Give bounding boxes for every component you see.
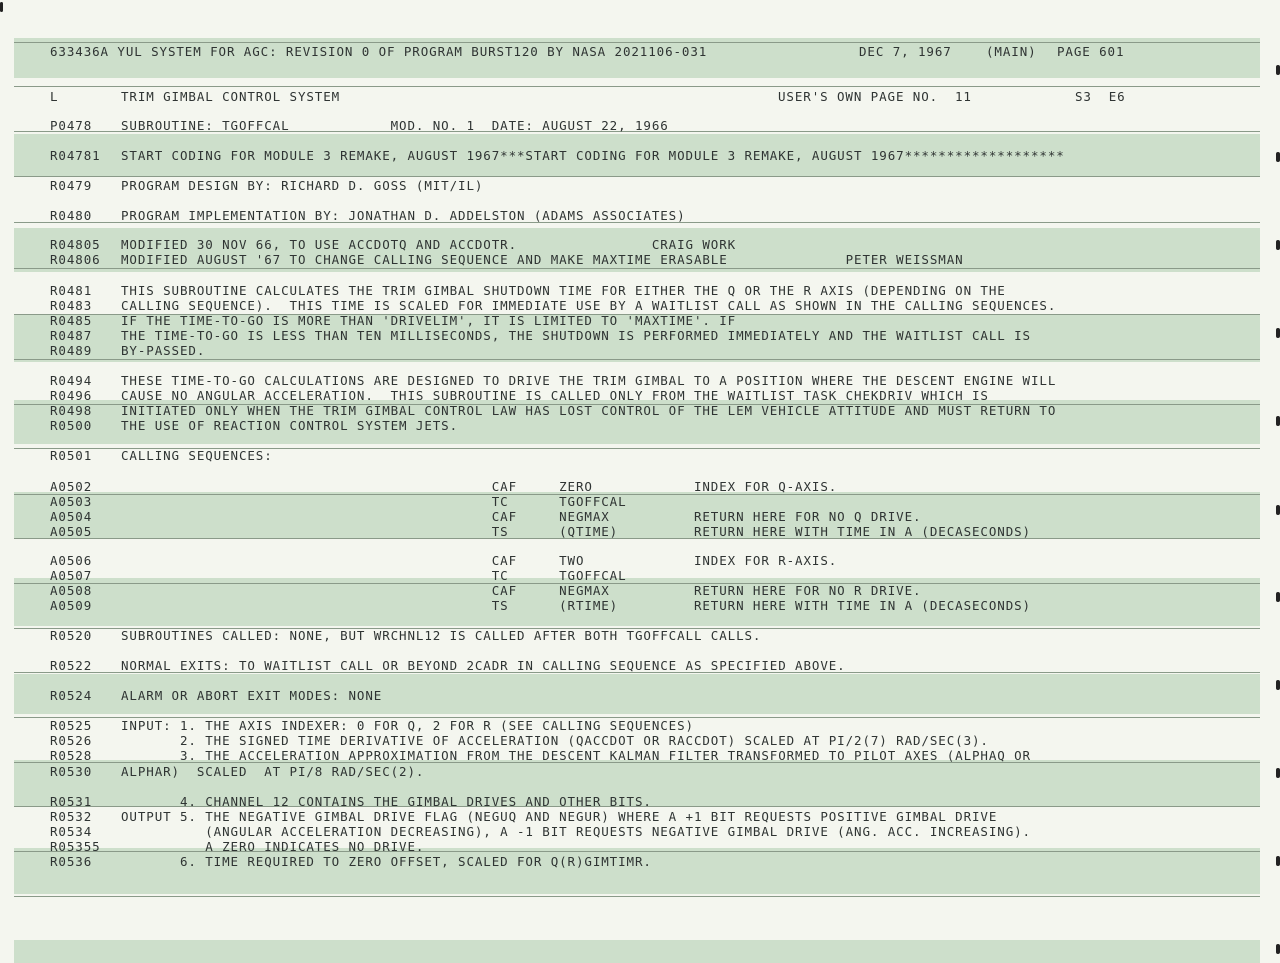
line-text: TC TGOFFCAL [121,494,627,509]
line-text: THE USE OF REACTION CONTROL SYSTEM JETS. [121,418,459,433]
line-id: R0528 [50,748,93,763]
line-id: R0494 [50,373,93,388]
line-text: MODIFIED 30 NOV 66, TO USE ACCDOTQ AND ACCDOTR. CRAIG WORK [121,237,737,252]
header-page: PAGE 601 [1057,44,1125,59]
line-id: R04806 [50,252,101,267]
line-id: R0487 [50,328,93,343]
punch-hole [1276,768,1280,778]
line-text: CAF ZERO INDEX FOR Q-AXIS. [121,479,838,494]
section-title: TRIM GIMBAL CONTROL SYSTEM [121,89,341,104]
line-text: TC TGOFFCAL [121,568,627,583]
punch-hole [1276,152,1280,162]
line-id: A0502 [50,479,93,494]
line-text: INITIATED ONLY WHEN THE TRIM GIMBAL CONTROL LAW HAS LOST CONTROL OF THE LEM VEHICLE ATTITUDE AND MUST RETURN TO [121,403,1057,418]
line-id: R0531 [50,794,93,809]
line-id: A0503 [50,494,93,509]
line-text: CALLING SEQUENCE). THIS TIME IS SCALED FOR IMMEDIATE USE BY A WAITLIST CALL AS SHOWN IN THE CALLING SEQUENCES. [121,298,1057,313]
punch-hole [1276,240,1280,250]
line-id: R0526 [50,733,93,748]
line-id: R04781 [50,148,101,163]
punch-hole [1276,592,1280,602]
punch-hole [0,2,3,12]
line-text: TS (QTIME) RETURN HERE WITH TIME IN A (DECASECONDS) [121,524,1031,539]
line-text: OUTPUT 5. THE NEGATIVE GIMBAL DRIVE FLAG (NEGUQ AND NEGUR) WHERE A +1 BIT REQUESTS POSITIVE GIMBAL DRIVE [121,809,998,824]
line-id: R0498 [50,403,93,418]
line-text: CAF NEGMAX RETURN HERE FOR NO Q DRIVE. [121,509,922,524]
punch-hole [1276,65,1280,75]
line-id: R0501 [50,448,93,463]
line-text: CAF NEGMAX RETURN HERE FOR NO R DRIVE. [121,583,922,598]
line-text: THE TIME-TO-GO IS LESS THAN TEN MILLISECONDS, THE SHUTDOWN IS PERFORMED IMMEDIATELY AND THE WAITLIST CALL IS [121,328,1031,343]
line-id: A0508 [50,583,93,598]
punch-hole [1276,944,1280,954]
line-id: R0520 [50,628,93,643]
line-text: (ANGULAR ACCELERATION DECREASING), A -1 BIT REQUESTS NEGATIVE GIMBAL DRIVE (ANG. ACC. INCREASING). [121,824,1031,839]
line-text: A ZERO INDICATES NO DRIVE. [121,839,425,854]
rule-line [14,896,1260,897]
section-marks: S3 E6 [1075,89,1126,104]
line-text: BY-PASSED. [121,343,206,358]
punch-hole [1276,416,1280,426]
line-id: R0480 [50,208,93,223]
line-id: R0479 [50,178,93,193]
line-text: THIS SUBROUTINE CALCULATES THE TRIM GIMBAL SHUTDOWN TIME FOR EITHER THE Q OR THE R AXIS (DEPENDING ON THE [121,283,1006,298]
line-id: A0509 [50,598,93,613]
line-id: A0505 [50,524,93,539]
line-text: 3. THE ACCELERATION APPROXIMATION FROM THE DESCENT KALMAN FILTER TRANSFORMED TO PILOT AXES (ALPHAQ OR [121,748,1031,763]
line-text: INPUT: 1. THE AXIS INDEXER: 0 FOR Q, 2 FOR R (SEE CALLING SEQUENCES) [121,718,694,733]
line-text: CALLING SEQUENCES: [121,448,273,463]
line-id: R0500 [50,418,93,433]
line-id: R0530 [50,764,93,779]
line-id: A0506 [50,553,93,568]
line-text: CAF TWO INDEX FOR R-AXIS. [121,553,838,568]
line-id: R0525 [50,718,93,733]
line-id: R0485 [50,313,93,328]
line-text: 2. THE SIGNED TIME DERIVATIVE OF ACCELERATION (QACCDOT OR RACCDOT) SCALED AT PI/2(7) RAD/SEC(3). [121,733,989,748]
line-id: R0536 [50,854,93,869]
line-text: TS (RTIME) RETURN HERE WITH TIME IN A (DECASECONDS) [121,598,1031,613]
line-id: R0522 [50,658,93,673]
line-text: SUBROUTINES CALLED: NONE, BUT WRCHNL12 IS CALLED AFTER BOTH TGOFFCALL CALLS. [121,628,762,643]
line-text: ALPHAR) SCALED AT PI/8 RAD/SEC(2). [121,764,425,779]
section-code: L [50,89,59,104]
line-id: A0504 [50,509,93,524]
line-id: P0478 [50,118,93,133]
line-text: ALARM OR ABORT EXIT MODES: NONE [121,688,383,703]
line-text: THESE TIME-TO-GO CALCULATIONS ARE DESIGNED TO DRIVE THE TRIM GIMBAL TO A POSITION WHERE THE DESCENT ENGINE WILL [121,373,1057,388]
line-id: R0483 [50,298,93,313]
line-text: PROGRAM IMPLEMENTATION BY: JONATHAN D. ADDELSTON (ADAMS ASSOCIATES) [121,208,686,223]
line-id: R0524 [50,688,93,703]
line-id: R0532 [50,809,93,824]
line-text: MODIFIED AUGUST '67 TO CHANGE CALLING SEQUENCE AND MAKE MAXTIME ERASABLE PETER WEISSMAN [121,252,964,267]
line-text: SUBROUTINE: TGOFFCAL MOD. NO. 1 DATE: AUGUST 22, 1966 [121,118,669,133]
line-id: R0534 [50,824,93,839]
line-text: START CODING FOR MODULE 3 REMAKE, AUGUST 1967***START CODING FOR MODULE 3 REMAKE, AUGUST 1967******************* [121,148,1065,163]
punch-hole [1276,856,1280,866]
header-main: (MAIN) [986,44,1037,59]
line-id: R0489 [50,343,93,358]
punch-hole [1276,328,1280,338]
punch-hole [1276,680,1280,690]
line-id: R0481 [50,283,93,298]
rule-line [14,268,1260,269]
line-id: R04805 [50,237,101,252]
line-text: NORMAL EXITS: TO WAITLIST CALL OR BEYOND 2CADR IN CALLING SEQUENCE AS SPECIFIED ABOVE. [121,658,846,673]
rule-line [14,176,1260,177]
rule-line [14,359,1260,360]
line-text: 4. CHANNEL 12 CONTAINS THE GIMBAL DRIVES AND OTHER BITS. [121,794,652,809]
header-date: DEC 7, 1967 [859,44,952,59]
line-text: IF THE TIME-TO-GO IS MORE THAN 'DRIVELIM', IT IS LIMITED TO 'MAXTIME'. IF [121,313,737,328]
rule-line [14,42,1260,43]
header-title: 633436A YUL SYSTEM FOR AGC: REVISION 0 OF PROGRAM BURST120 BY NASA 2021106-031 [50,44,708,59]
punch-hole [1276,505,1280,515]
line-text: 6. TIME REQUIRED TO ZERO OFFSET, SCALED FOR Q(R)GIMTIMR. [121,854,652,869]
line-id: R0496 [50,388,93,403]
band [14,940,1260,963]
line-text: CAUSE NO ANGULAR ACCELERATION. THIS SUBROUTINE IS CALLED ONLY FROM THE WAITLIST TASK CHEKDRIV WHICH IS [121,388,989,403]
line-text: PROGRAM DESIGN BY: RICHARD D. GOSS (MIT/IL) [121,178,484,193]
line-id: R05355 [50,839,101,854]
own-page-number: USER'S OWN PAGE NO. 11 [778,89,972,104]
line-id: A0507 [50,568,93,583]
rule-line [14,86,1260,87]
